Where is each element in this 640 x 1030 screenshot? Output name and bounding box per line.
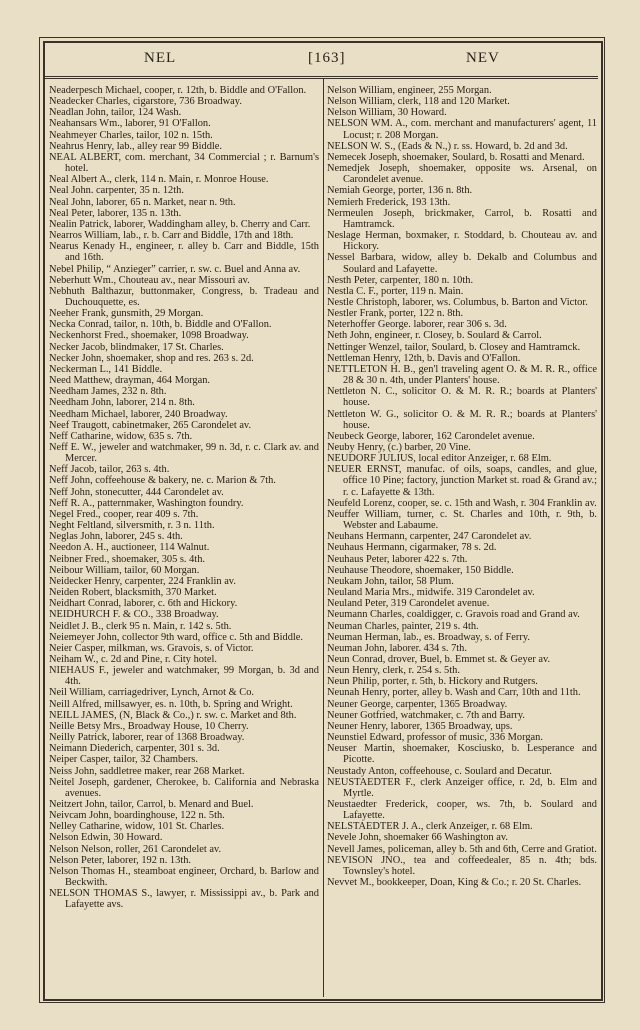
directory-entry: Neill Alfred, millsawyer, es. n. 10th, b. Spring and Wright.	[49, 698, 293, 710]
directory-entry: Neuman Herman, lab., es. Broadway, s. of Ferry.	[327, 631, 530, 643]
directory-entry: Neuman Charles, painter, 219 s. 4th.	[327, 620, 479, 632]
directory-entry: Neff E. W., jeweler and watchmaker, 99 n. 3d, r. c. Clark av. and Mercer.	[49, 442, 319, 465]
page-number: [163]	[308, 50, 346, 66]
directory-entry: Nestla C. F., porter, 119 n. Main.	[327, 285, 464, 297]
directory-entry: Neiemeyer John, collector 9th ward, office c. 5th and Biddle.	[49, 631, 304, 643]
directory-entry: Nemiah George, porter, 136 n. 8th.	[327, 185, 473, 197]
directory-entry: Neal Albert A., clerk, 114 n. Main, r. Monroe House.	[49, 174, 269, 186]
directory-entry: Neglas John, laborer, 245 s. 4th.	[49, 531, 183, 543]
directory-entry: Neilly Patrick, laborer, rear of 1368 Broadway.	[49, 732, 245, 744]
header-rule-double	[44, 78, 598, 79]
directory-entry: Nevvet M., bookkeeper, Doan, King & Co.; r. 20 St. Charles.	[327, 877, 582, 889]
header-rule	[44, 76, 598, 77]
directory-entry: Neckenhorst Fred., shoemaker, 1098 Broadway.	[49, 330, 249, 342]
directory-entry: Neuner George, carpenter, 1365 Broadway.	[327, 698, 508, 710]
directory-entry: Nelson Nelson, roller, 261 Carondelet av.	[49, 843, 222, 855]
directory-entry: Neuhaus Hermann, cigarmaker, 78 s. 2d.	[327, 542, 497, 554]
directory-entry: Nermeulen Joseph, brickmaker, Carrol, b. Rosatti and Hamtramck.	[327, 207, 597, 230]
directory-entry: Neth John, engineer, r. Closey, b. Soulard & Carrol.	[327, 330, 542, 342]
directory-entry: NEUDORF JULIUS, local editor Anzeiger, r. 68 Elm.	[327, 453, 552, 465]
right-column	[327, 85, 597, 888]
directory-entry: Neiss John, saddletree maker, rear 268 Market.	[49, 765, 245, 777]
directory-entry: Neubeck George, laborer, 162 Carondelet avenue.	[327, 430, 535, 442]
directory-entry: Neidlet J. B., clerk 95 n. Main, r. 142 s. 5th.	[49, 620, 232, 632]
header-right-guide-word: NEV	[466, 50, 500, 66]
directory-entry: Neff John, coffeehouse & bakery, ne. c. Marion & 7th.	[49, 475, 276, 487]
directory-entry: NEUER ERNST, manufac. of oils, soaps, candles, and glue, office 10 Pine; factory, junction Market st. road & Grand av.; r. c. Lafayette & 13th.	[327, 464, 597, 498]
directory-entry: Neille Betsy Mrs., Broadway House, 10 Cherry.	[49, 720, 249, 732]
directory-entry: Neff Jacob, tailor, 263 s. 4th.	[49, 464, 170, 476]
directory-entry: Needham Michael, laborer, 240 Broadway.	[49, 408, 228, 420]
directory-entry: Necker Jacob, blindmaker, 17 St. Charles.	[49, 341, 224, 353]
directory-entry: Neun Henry, clerk, r. 254 s. 5th.	[327, 665, 460, 677]
directory-entry: Neahansars Wm., laborer, 91 O'Fallon.	[49, 118, 211, 130]
directory-entry: NEUSTAEDTER F., clerk Anzeiger office, r. 2d, b. Elm and Myrtle.	[327, 776, 597, 799]
directory-entry: Neterhoffer George. laborer, rear 306 s. 3d.	[327, 319, 507, 331]
directory-entry: Neumann Charles, coaldigger, c. Gravois road and Grand av.	[327, 609, 580, 621]
directory-entry: Neuhaus Peter, laborer 422 s. 7th.	[327, 553, 468, 565]
directory-entry: Neslage Herman, boxmaker, r. Stoddard, b. Chouteau av. and Hickory.	[327, 230, 597, 253]
directory-entry: Neufeld Lorenz, cooper, se. c. 15th and Wash, r. 304 Franklin av.	[327, 497, 597, 509]
directory-entry: Neidhart Conrad, laborer, c. 6th and Hickory.	[49, 598, 238, 610]
directory-entry: Nelson William, engineer, 255 Morgan.	[327, 85, 492, 96]
directory-entry: Neuser Martin, shoemaker, Kosciusko, b. Lesperance and Picotte.	[327, 743, 597, 766]
directory-entry: NEIDHURCH F. & CO., 338 Broadway.	[49, 609, 219, 621]
directory-entry: Neahrus Henry, lab., alley rear 99 Biddle.	[49, 140, 223, 152]
directory-entry: Nebel Philip, “ Anzieger” carrier, r. sw. c. Buel and Anna av.	[49, 263, 301, 275]
directory-entry: Neal John, laborer, 65 n. Market, near n. 9th.	[49, 196, 236, 208]
directory-entry: Nemedjek Joseph, shoemaker, opposite ws. Arsenal, on Carondelet avenue.	[327, 163, 597, 186]
directory-entry: Neiden Robert, blacksmith, 370 Market.	[49, 587, 217, 599]
directory-entry: Nebhuth Balthazur, buttonmaker, Congress, b. Tradeau and Duchouquette, es.	[49, 285, 319, 308]
directory-entry: Nelson Edwin, 30 Howard.	[49, 832, 163, 844]
directory-entry: Nettleton W. G., solicitor O. & M. R. R.; boards at Planters' house.	[327, 408, 597, 431]
directory-entry: Nestle Christoph, laborer, ws. Columbus, b. Barton and Victor.	[327, 296, 588, 308]
directory-entry: Nelson William, 30 Howard.	[327, 107, 447, 119]
left-column	[49, 85, 319, 911]
directory-entry: NELSON W. S., (Eads & N.,) r. ss. Howard, b. 2d and 3d.	[327, 140, 568, 152]
directory-entry: NEILL JAMES, (N, Black & Co.,) r. sw. c. Market and 8th.	[49, 709, 297, 721]
directory-entry: NEAL ALBERT, com. merchant, 34 Commercial ; r. Barnum's hotel.	[49, 151, 319, 175]
directory-entry: Neberhutt Wm., Chouteau av., near Missouri av.	[49, 274, 250, 286]
directory-entry: NIEHAUS F., jeweler and watchmaker, 99 Morgan, b. 3d and 4th.	[49, 665, 319, 688]
directory-entry: Nearros William, lab., r. b. Carr and Biddle, 17th and 18th.	[49, 230, 294, 242]
directory-entry: Neiper Casper, tailor, 32 Chambers.	[49, 754, 198, 766]
directory-entry: Neustaedter Frederick, cooper, ws. 7th, b. Soulard and Lafayette.	[327, 799, 597, 822]
directory-entry: Neuner Henry, laborer, 1365 Broadway, ups.	[327, 720, 513, 732]
directory-entry: Necker John, shoemaker, shop and res. 263 s. 2d.	[49, 352, 254, 364]
directory-entry: Neuhans Hermann, carpenter, 247 Carondelet av.	[327, 531, 532, 543]
directory-entry: Neiham W., c. 2d and Pine, r. City hotel.	[49, 653, 217, 665]
directory-entry: Neuland Maria Mrs., midwife. 319 Carondelet av.	[327, 587, 535, 599]
directory-entry: Nealin Patrick, laborer, Waddingham alley, b. Cherry and Carr.	[49, 218, 311, 230]
directory-entry: Nelson Thomas H., steamboat engineer, Orchard, b. Barlow and Beckwith.	[49, 865, 319, 889]
directory-entry: Neuman John, laborer. 434 s. 7th.	[327, 642, 467, 654]
directory-entry: Neukam John, tailor, 58 Plum.	[327, 575, 454, 587]
directory-entry: Neibner Fred., shoemaker, 305 s. 4th.	[49, 553, 205, 565]
directory-entry: Necka Conrad, tailor, n. 10th, b. Biddle and O'Fallon.	[49, 319, 272, 331]
directory-entry: Neght Feltland, silversmith, r. 3 n. 11th.	[49, 520, 215, 532]
directory-entry: Neier Casper, milkman, ws. Gravois, s. of Victor.	[49, 642, 254, 654]
directory-entry: Neuffer William, turner, c. St. Charles and 10th, r. 9th, b. Webster and Labaume.	[327, 508, 597, 532]
directory-entry: Neckerman L., 141 Biddle.	[49, 363, 163, 375]
directory-entry: Neal John. carpenter, 35 n. 12th.	[49, 185, 184, 197]
directory-entry: Neivcam John, boardinghouse, 122 n. 5th.	[49, 810, 225, 822]
directory-entry: Neuby Henry, (c.) barber, 20 Vine.	[327, 442, 471, 453]
directory-entry: Nettleman Henry, 12th, b. Davis and O'Fallon.	[327, 352, 521, 364]
directory-entry: Nevell James, policeman, alley b. 5th and 6th, Cerre and Gratiot.	[327, 843, 597, 855]
directory-entry: Neunah Henry, porter, alley b. Wash and Carr, 10th and 11th.	[327, 687, 581, 699]
directory-entry: Neimann Diederich, carpenter, 301 s. 3d.	[49, 743, 220, 755]
directory-entry: Nearus Kenady H., engineer, r. alley b. Carr and Biddle, 15th and 16th.	[49, 241, 319, 264]
directory-entry: Neuhause Theodore, shoemaker, 150 Biddle.	[327, 564, 514, 576]
directory-entry: Nelson William, clerk, 118 and 120 Market.	[327, 96, 510, 108]
directory-entry: Nettinger Wenzel, tailor, Soulard, b. Closey and Hamtramck.	[327, 341, 581, 353]
directory-entry: Nemecek Joseph, shoemaker, Soulard, b. Rosatti and Menard.	[327, 151, 585, 163]
directory-entry: Neff R. A., patternmaker, Washington foundry.	[49, 497, 244, 509]
directory-entry: Neadecker Charles, cigarstore, 736 Broadway.	[49, 96, 242, 108]
directory-entry: Negel Fred., cooper, rear 409 s. 7th.	[49, 508, 199, 520]
directory-entry: Neibour William, tailor, 60 Morgan.	[49, 564, 200, 576]
directory-entry: Neustady Anton, coffeehouse, c. Soulard and Decatur.	[327, 765, 552, 777]
directory-entry: Nelley Catharine, widow, 101 St. Charles.	[49, 821, 225, 833]
directory-entry: Nelson Peter, laborer, 192 n. 13th.	[49, 854, 192, 866]
directory-entry: Needham James, 232 n. 8th.	[49, 386, 167, 398]
directory-entry: NEVISON JNO., tea and coffeedealer, 85 n. 4th; bds. Townsley's hotel.	[327, 854, 597, 877]
directory-entry: Neuland Peter, 319 Carondelet avenue.	[327, 598, 490, 610]
directory-entry: Neef Traugott, cabinetmaker, 265 Carondelet av.	[49, 419, 252, 431]
directory-entry: NETTLETON H. B., gen'l traveling agent O. & M. R. R., office 28 & 30 n. 4th, under Planters' house.	[327, 363, 597, 387]
directory-entry: Nettleton N. C., solicitor O. & M. R. R.; boards at Planters' house.	[327, 386, 597, 409]
directory-entry: Neal Peter, laborer, 135 n. 13th.	[49, 207, 182, 219]
directory-entry: Nevele John, shoemaker 66 Washington av.	[327, 832, 508, 844]
directory-entry: Nemierh Frederick, 193 13th.	[327, 196, 451, 208]
directory-entry: Neitel Joseph, gardener, Cherokee, b. California and Nebraska avenues.	[49, 776, 319, 799]
directory-entry: Neeher Frank, gunsmith, 29 Morgan.	[49, 308, 204, 320]
running-header	[46, 50, 596, 70]
directory-entry: Nessel Barbara, widow, alley b. Dekalb and Columbus and Soulard and Lafayette.	[327, 252, 597, 275]
column-divider	[323, 79, 324, 997]
directory-entry: Neitzert John, tailor, Carrol, b. Menard and Buel.	[49, 799, 254, 810]
directory-entry: Neadlan John, tailor, 124 Wash.	[49, 107, 182, 119]
header-left-guide-word: NEL	[144, 50, 177, 66]
directory-entry: Neuner Gotfried, watchmaker, c. 7th and Barry.	[327, 709, 525, 721]
directory-entry: Neahmeyer Charles, tailor, 102 n. 15th.	[49, 129, 213, 141]
directory-entry: Nesth Peter, carpenter, 180 n. 10th.	[327, 274, 474, 286]
directory-entry: NELSTAEDTER J. A., clerk Anzeiger, r. 68 Elm.	[327, 821, 533, 833]
directory-entry: NELSON THOMAS S., lawyer, r. Mississippi av., b. Park and Lafayette avs.	[49, 888, 319, 911]
directory-entry: Neff Catharine, widow, 635 s. 7th.	[49, 430, 193, 442]
directory-entry: Neidecker Henry, carpenter, 224 Franklin av.	[49, 575, 236, 587]
directory-entry: Neun Conrad, drover, Buel, b. Emmet st. & Geyer av.	[327, 653, 551, 665]
directory-entry: Neil William, carriagedriver, Lynch, Arnot & Co.	[49, 687, 254, 699]
directory-entry: Neaderpesch Michael, cooper, r. 12th, b. Biddle and O'Fallon.	[49, 85, 307, 96]
directory-entry: Neunstiel Edward, professor of music, 336 Morgan.	[327, 732, 543, 744]
directory-entry: Nestler Frank, porter, 122 n. 8th.	[327, 308, 464, 320]
directory-entry: Neff John, stonecutter, 444 Carondelet av.	[49, 486, 224, 498]
directory-entry: Needon A. H., auctioneer, 114 Walnut.	[49, 542, 210, 554]
directory-entry: Neun Philip, porter, r. 5th, b. Hickory and Rutgers.	[327, 676, 538, 688]
directory-entry: Needham John, laborer, 214 n. 8th.	[49, 397, 195, 409]
directory-entry: Need Matthew, drayman, 464 Morgan.	[49, 375, 211, 387]
directory-entry: NELSON WM. A., com. merchant and manufacturers' agent, 11 Locust; r. 208 Morgan.	[327, 118, 597, 141]
